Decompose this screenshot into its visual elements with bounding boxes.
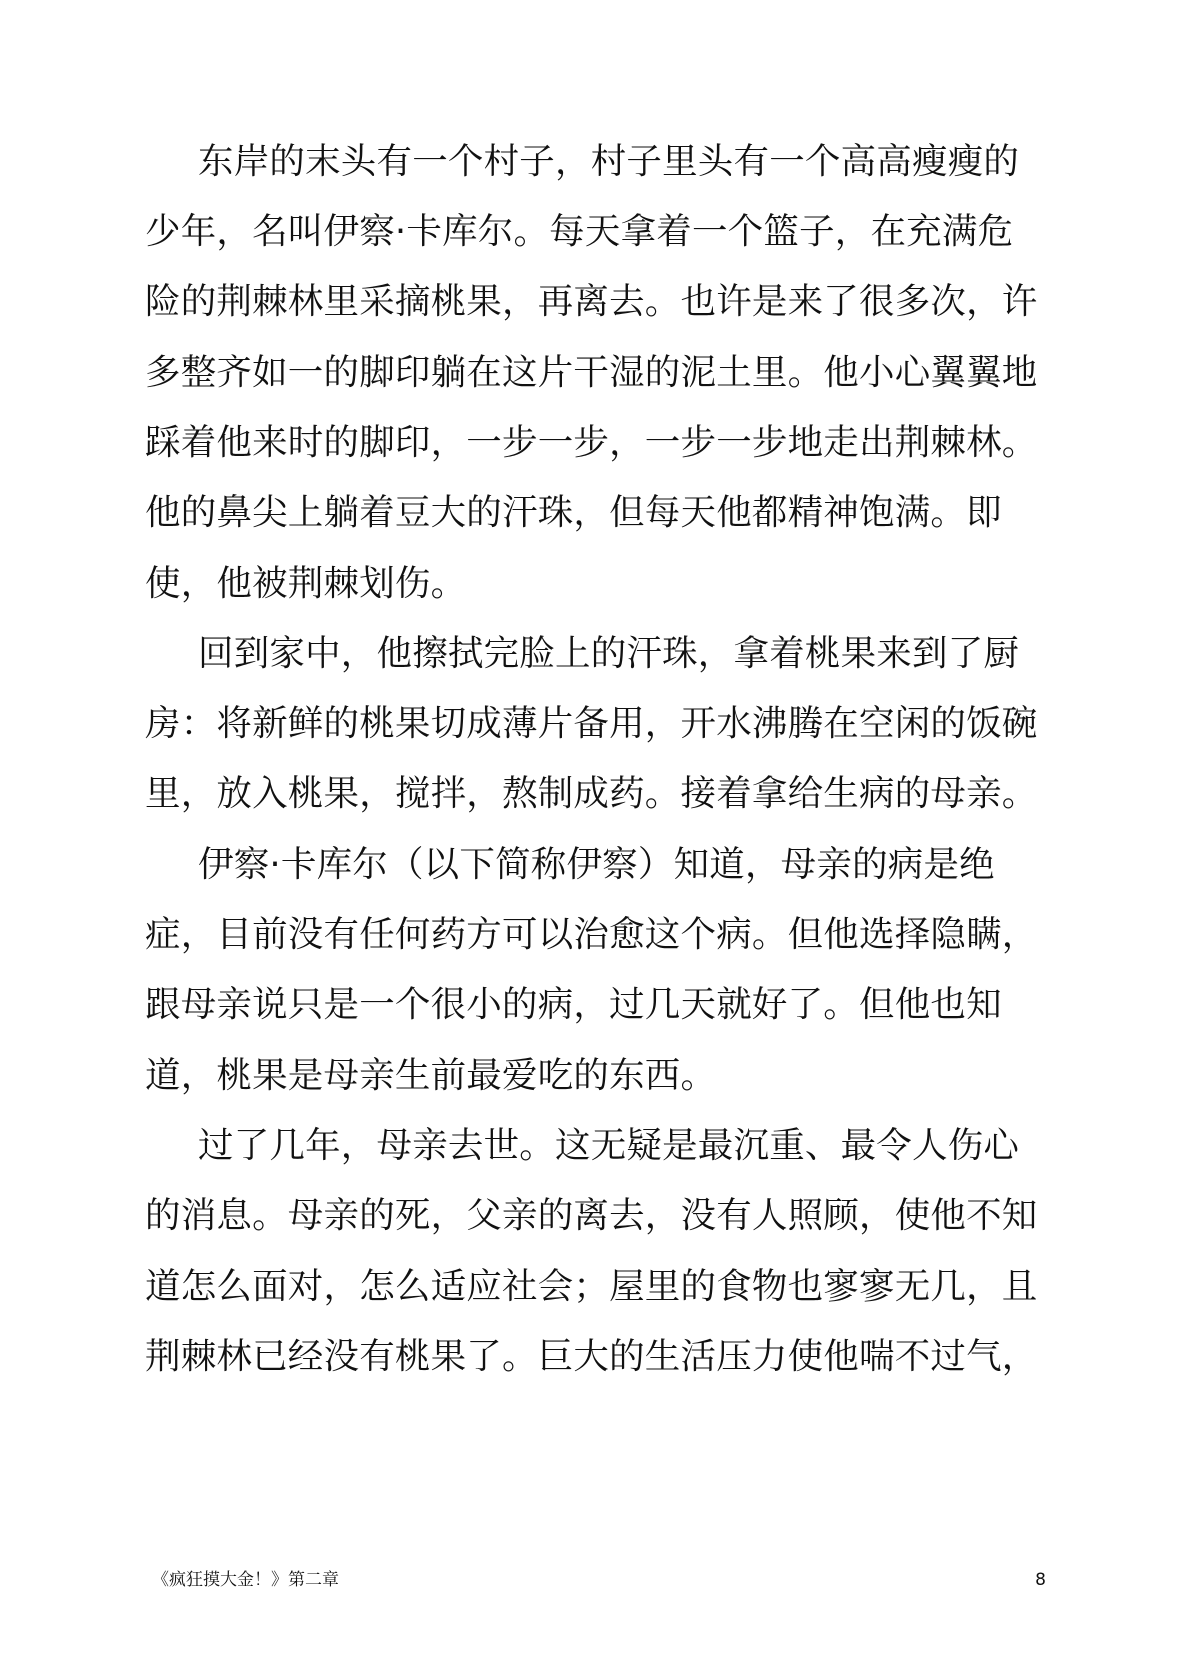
text-line: 过了几年，母亲去世。这无疑是最沉重、最令人伤心: [198, 1125, 1020, 1166]
text-line: 东岸的末头有一个村子，村子里头有一个高高瘦瘦的: [198, 141, 1020, 182]
text-line: 伊察·卡库尔（以下简称伊察）知道，母亲的病是绝: [198, 844, 995, 885]
text-line: 症，目前没有任何药方可以治愈这个病。但他选择隐瞒，: [145, 914, 1038, 955]
text-line: 回到家中，他擦拭完脸上的汗珠，拿着桃果来到了厨: [198, 633, 1020, 674]
footer-chapter-title: 《疯狂摸大金！》第二章: [152, 1570, 339, 1590]
text-line: 跟母亲说只是一个很小的病，过几天就好了。但他也知: [145, 984, 1002, 1025]
text-line: 多整齐如一的脚印躺在这片干湿的泥土里。他小心翼翼地: [145, 352, 1038, 393]
text-line: 道怎么面对，怎么适应社会；屋里的食物也寥寥无几，且: [145, 1266, 1038, 1307]
text-line: 里，放入桃果，搅拌，熬制成药。接着拿给生病的母亲。: [145, 773, 1038, 814]
text-line: 踩着他来时的脚印，一步一步，一步一步地走出荆棘林。: [145, 422, 1038, 463]
text-line: 道，桃果是母亲生前最爱吃的东西。: [145, 1055, 717, 1096]
text-line: 房：将新鲜的桃果切成薄片备用，开水沸腾在空闲的饭碗: [145, 703, 1038, 744]
text-line: 使，他被荆棘划伤。: [145, 563, 467, 604]
page-number: 8: [1035, 1570, 1046, 1590]
text-line: 他的鼻尖上躺着豆大的汗珠，但每天他都精神饱满。即: [145, 492, 1002, 533]
text-line: 少年，名叫伊察·卡库尔。每天拿着一个篮子，在充满危: [145, 211, 1014, 252]
text-line: 险的荆棘林里采摘桃果，再离去。也许是来了很多次，许: [145, 281, 1038, 322]
text-line: 的消息。母亲的死，父亲的离去，没有人照顾，使他不知: [145, 1195, 1038, 1236]
text-line: 荆棘林已经没有桃果了。巨大的生活压力使他喘不过气，: [145, 1336, 1038, 1377]
